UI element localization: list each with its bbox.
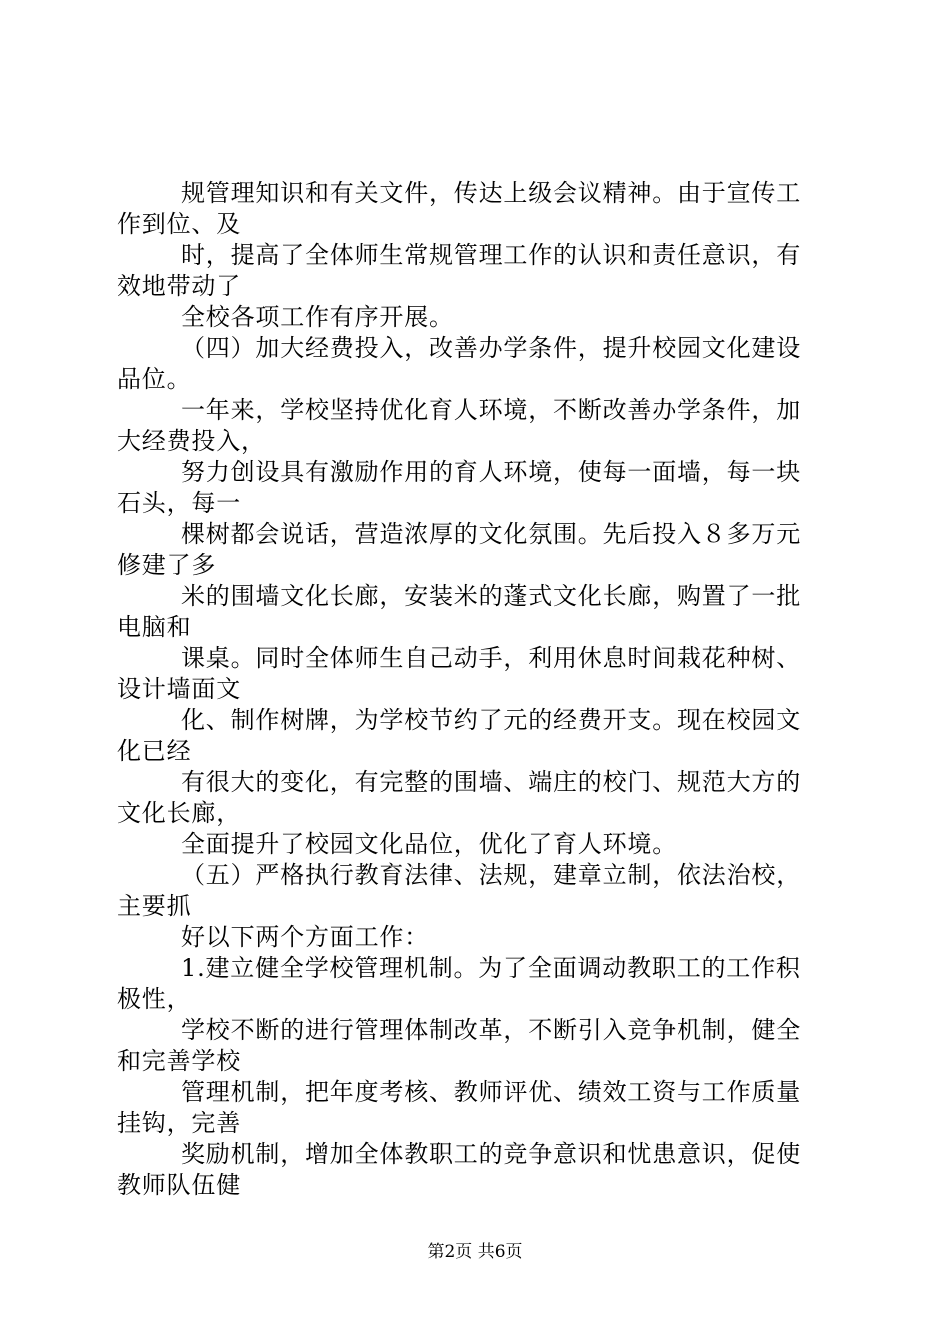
text-line: 电脑和 — [117, 613, 192, 641]
text-line: 修建了多 — [117, 551, 217, 579]
text-line: 化已经 — [117, 737, 192, 765]
text-line: 挂钩，完善 — [117, 1109, 241, 1137]
text-line: 奖励机制，增加全体教职工的竞争意识和忧患意识，促使 — [181, 1140, 801, 1168]
text-line: 文化长廊， — [117, 799, 241, 827]
document-body — [117, 178, 833, 1201]
text-line: 一年来，学校坚持优化育人环境，不断改善办学条件，加 — [181, 396, 801, 424]
text-line: 教师队伍健 — [117, 1171, 241, 1199]
page-footer: 第2页 共6页 — [427, 1242, 523, 1262]
text-line: 全面提升了校园文化品位，优化了育人环境。 — [181, 830, 677, 858]
text-line: 米的围墙文化长廊，安装米的蓬式文化长廊，购置了一批 — [181, 582, 801, 610]
text-line: 管理机制，把年度考核、教师评优、绩效工资与工作质量 — [181, 1078, 801, 1106]
text-line: 时，提高了全体师生常规管理工作的认识和责任意识，有 — [181, 241, 801, 269]
text-line: 作到位、及 — [117, 210, 241, 238]
text-line: 规管理知识和有关文件，传达上级会议精神。由于宣传工 — [181, 179, 801, 207]
text-line: 课桌。同时全体师生自己动手，利用休息时间栽花种树、 — [181, 644, 801, 672]
text-line: 大经费投入， — [117, 427, 266, 455]
text-line: 努力创设具有激励作用的育人环境，使每一面墙，每一块 — [181, 458, 801, 486]
text-line: 主要抓 — [117, 892, 192, 920]
text-line: 全校各项工作有序开展。 — [181, 303, 454, 331]
text-line: （四）加大经费投入，改善办学条件，提升校园文化建设 — [181, 334, 801, 362]
text-line: 和完善学校 — [117, 1047, 241, 1075]
text-line: 1.建立健全学校管理机制。为了全面调动教职工的工作积 — [181, 954, 801, 982]
text-line: 棵树都会说话，营造浓厚的文化氛围。先后投入８多万元 — [181, 520, 801, 548]
text-line: 石头，每一 — [117, 489, 241, 517]
text-line: 学校不断的进行管理体制改革，不断引入竞争机制，健全 — [181, 1016, 801, 1044]
text-line: 好以下两个方面工作： — [181, 923, 429, 951]
text-line: 有很大的变化，有完整的围墙、端庄的校门、规范大方的 — [181, 768, 801, 796]
text-line: （五）严格执行教育法律、法规，建章立制，依法治校， — [181, 861, 801, 889]
text-line: 品位。 — [117, 365, 192, 393]
text-line: 效地带动了 — [117, 272, 241, 300]
text-line: 极性， — [117, 985, 192, 1013]
text-line: 化、制作树牌，为学校节约了元的经费开支。现在校园文 — [181, 706, 801, 734]
text-line: 设计墙面文 — [117, 675, 241, 703]
